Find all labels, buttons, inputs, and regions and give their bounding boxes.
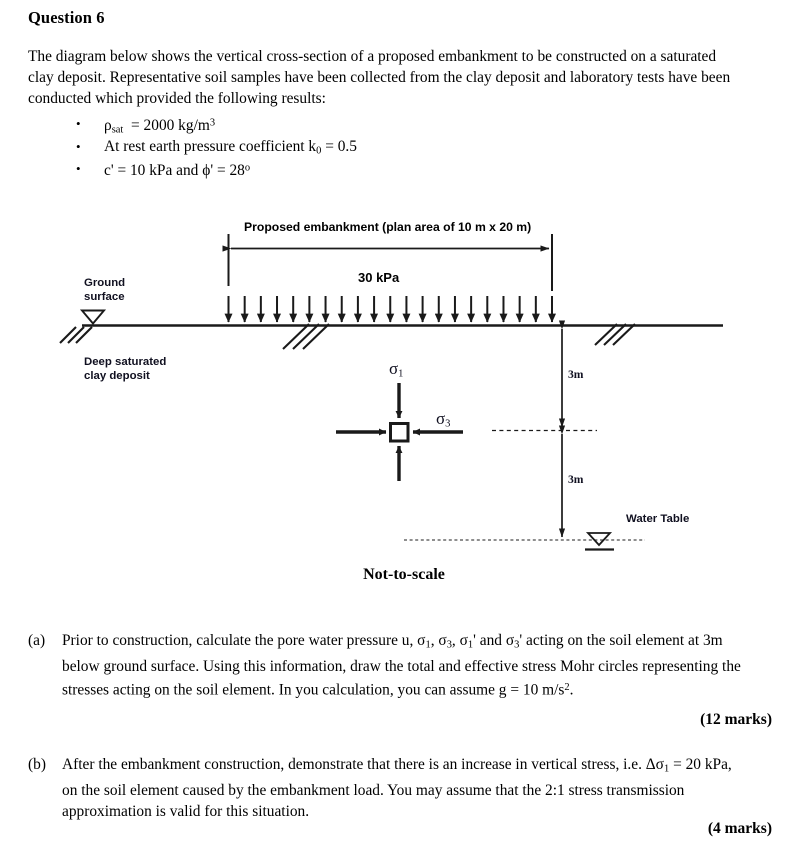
part-b: [28, 754, 744, 822]
depth-lower-label: 3m: [568, 473, 584, 486]
sigma3-label: $\sigma_3$: [436, 409, 451, 430]
water-table-label: Water Table: [626, 513, 690, 525]
part-b-marks: (4 marks): [707, 820, 772, 837]
part-a: [28, 630, 744, 701]
given-data-list: [28, 113, 728, 181]
bullet-icon: •: [76, 116, 81, 131]
list-item-density: [28, 113, 728, 136]
list-item-cohesion: [28, 158, 728, 181]
distributed-load-arrows: [229, 296, 553, 322]
diagram-caption: Not-to-scale: [363, 566, 445, 583]
ground-surface-triangle-icon: [82, 311, 104, 324]
list-item-density-label: $\rho_{sat} = 2000$ $kg/m^3$: [104, 117, 216, 136]
soil-hatching-right: [595, 324, 635, 345]
part-b-label: (b): [28, 756, 46, 773]
depth-upper-label: 3m: [568, 368, 584, 381]
soil-element-stress-block: [336, 383, 463, 481]
water-table-symbol-icon: [585, 533, 614, 550]
list-item-k0-label: At rest earth pressure coefficient $k_0 = 0.5$: [104, 137, 357, 156]
page-title: Question 6: [28, 8, 105, 27]
soil-hatching-left: [60, 327, 92, 343]
load-magnitude-label: 30 kPa: [358, 270, 400, 285]
soil-hatching-middle: [283, 324, 329, 349]
part-a-text: Prior to construction, calculate the pore water pressure u, $\sigma_1$, $\sigma_3$, $\sigma_1'$ and $\sigma_3'$ acting on the soil element at 3m below ground surface. Using this information, draw the total and effective stress Mohr circles representing the stresses acting on the soil element. In you calculation, you can assume g = 10 $m/s^2$.: [62, 632, 741, 699]
part-a-label: (a): [28, 632, 46, 649]
bullet-icon: •: [76, 138, 81, 154]
ground-surface-label: Ground surface: [84, 277, 126, 303]
part-a-marks: (12 marks): [700, 711, 772, 728]
bullet-icon: •: [76, 161, 81, 176]
part-b-text: After the embankment construction, demonstrate that there is an increase in vertical stress, i.e. $\Delta\sigma_1 = 20$ kPa, on the soil element caused by the embankment load. You may assume that the 2:1 stress transmission approximation is valid for this situation.: [62, 756, 732, 820]
sigma1-label: $\sigma_1$: [389, 359, 404, 380]
clay-deposit-label: Deep saturated clay deposit: [84, 356, 167, 382]
embankment-title-label: Proposed embankment (plan area of 10 m x 20 m): [244, 220, 532, 234]
intro-paragraph: The diagram below shows the vertical cross-section of a proposed embankment to be constructed on a saturated clay deposit. Representative soil samples have been collected from the clay deposit and laboratory tests have been conducted which provided the following results:: [28, 48, 731, 108]
soil-element-square: [391, 424, 409, 442]
list-item-cohesion-label: c' = 10 kPa and $\phi' = 28^o$: [104, 162, 251, 180]
list-item-k0: [28, 136, 728, 159]
